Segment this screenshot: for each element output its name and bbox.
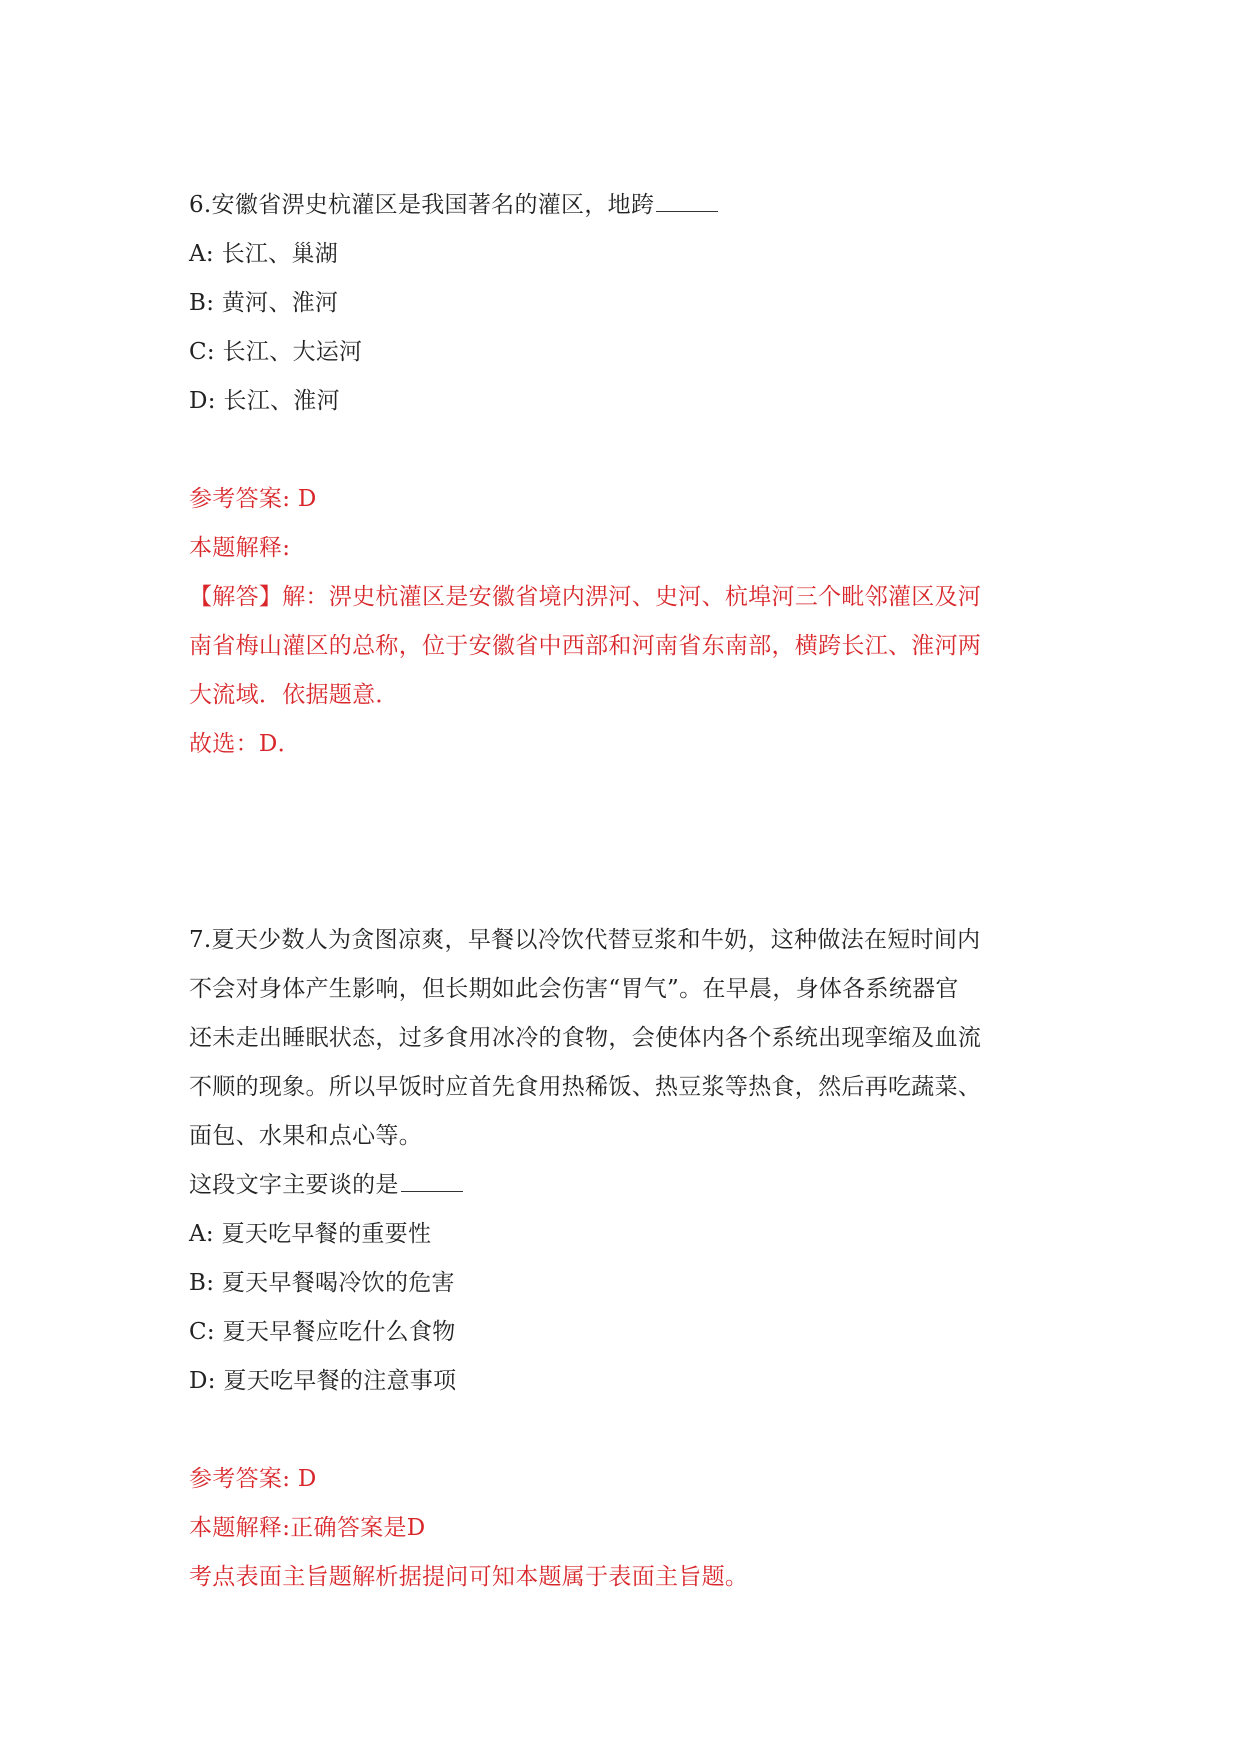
- q6-explanation-line-2: 南省梅山灌区的总称，位于安徽省中西部和河南省东南部，横跨长江、淮河两: [189, 633, 982, 659]
- q6-option-c: C: 长江、大运河: [189, 339, 363, 365]
- q7-passage-line-3: 还未走出睡眠状态，过多食用冰冷的食物，会使体内各个系统出现挛缩及血流: [189, 1025, 982, 1051]
- q6-explanation-line-4: 故选：D．: [189, 731, 301, 757]
- q7-answer-blank: [401, 1171, 463, 1192]
- q7-explanation: 本题解释:正确答案是D: [189, 1515, 426, 1541]
- q6-answer: 参考答案: D: [189, 486, 317, 512]
- q7-question: [189, 1170, 1069, 1200]
- q6-stem: [189, 190, 1069, 220]
- q7-note: 考点表面主旨题解析据提问可知本题属于表面主旨题。: [189, 1564, 749, 1590]
- q6-option-b: B: 黄河、淮河: [189, 290, 339, 316]
- q7-passage-line-2: 不会对身体产生影响，但长期如此会伤害“胃气”。在早晨，身体各系统器官: [189, 976, 959, 1002]
- q7-option-c: C: 夏天早餐应吃什么食物: [189, 1319, 456, 1345]
- q7-option-a: A: 夏天吃早餐的重要性: [189, 1221, 432, 1247]
- q6-option-a: A: 长江、巢湖: [189, 241, 339, 267]
- q7-answer: 参考答案: D: [189, 1466, 317, 1492]
- q7-question-text: 这段文字主要谈的是: [189, 1172, 399, 1198]
- q7-option-b: B: 夏天早餐喝冷饮的危害: [189, 1270, 455, 1296]
- q6-explanation-line-3: 大流域．依据题意．: [189, 682, 399, 708]
- q6-explanation-label: 本题解释:: [189, 535, 291, 561]
- q6-stem-text: 6.安徽省淠史杭灌区是我国著名的灌区，地跨: [189, 192, 655, 218]
- q7-passage-line-4: 不顺的现象。所以早饭时应首先食用热稀饭、热豆浆等热食，然后再吃蔬菜、: [189, 1074, 982, 1100]
- q7-passage-line-5: 面包、水果和点心等。: [189, 1123, 422, 1149]
- q7-option-d: D: 夏天吃早餐的注意事项: [189, 1368, 457, 1394]
- q6-explanation-line-1: 【解答】解：淠史杭灌区是安徽省境内淠河、史河、杭埠河三个毗邻灌区及河: [189, 584, 982, 610]
- q6-option-d: D: 长江、淮河: [189, 388, 340, 414]
- q7-passage-line-1: 7.夏天少数人为贪图凉爽，早餐以冷饮代替豆浆和牛奶，这种做法在短时间内: [189, 927, 981, 953]
- q6-answer-blank: [656, 191, 718, 212]
